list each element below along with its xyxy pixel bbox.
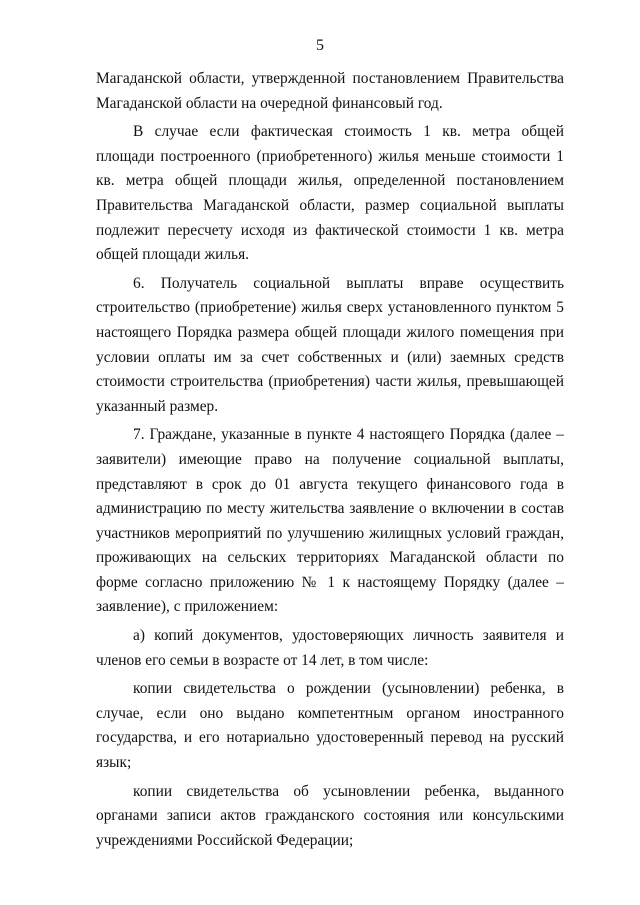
paragraph-item-7: 7. Граждане, указанные в пункте 4 настоящего Порядка (далее – заявители) имеющие право на получение социальной выплаты, представляют в срок до 01 августа текущего финансового года в администрацию по месту жительства заявление о включении в состав участников мероприятий по улучшению жилищных условий граждан, проживающих на сельских территориях Магаданской области по форме согласно приложению № 1 к настоящему Порядку (далее – заявление), с приложением: [96, 426, 564, 616]
paragraph-birth-certificate: копии свидетельства о рождении (усыновлении) ребенка, в случае, если оно выдано компетентным органом иностранного государства, и его нотариально удостоверенный перевод на русский язык; [96, 680, 564, 772]
page-number: 5 [316, 37, 324, 54]
paragraph-item-6: 6. Получатель социальной выплаты вправе осуществить строительство (приобретение) жилья сверх установленного пунктом 5 настоящего Порядка размера общей площади жилого помещения при условии оплаты им за счет собственных и (или) заемных средств стоимости строительства (приобретения) части жилья, превышающей указанный размер. [96, 274, 564, 415]
paragraph-cost-recalculation: В случае если фактическая стоимость 1 кв. метра общей площади построенного (приобретенного) жилья меньше стоимости 1 кв. метра общей площади жилья, определенной постановлением Правительства Магаданской области, размер социальной выплаты подлежит пересчету исходя из фактической стоимости 1 кв. метра общей площади жилья. [96, 123, 564, 264]
document-body [96, 67, 564, 857]
paragraph-subitem-a: а) копий документов, удостоверяющих личность заявителя и членов его семьи в возрасте от 14 лет, в том числе: [96, 627, 564, 669]
paragraph-adoption-certificate: копии свидетельства об усыновлении ребенка, выданного органами записи актов гражданского состояния или консульскими учреждениями Российской Федерации; [96, 782, 564, 849]
paragraph-continuation: Магаданской области, утвержденной постановлением Правительства Магаданской области на очередной финансовый год. [96, 70, 564, 112]
